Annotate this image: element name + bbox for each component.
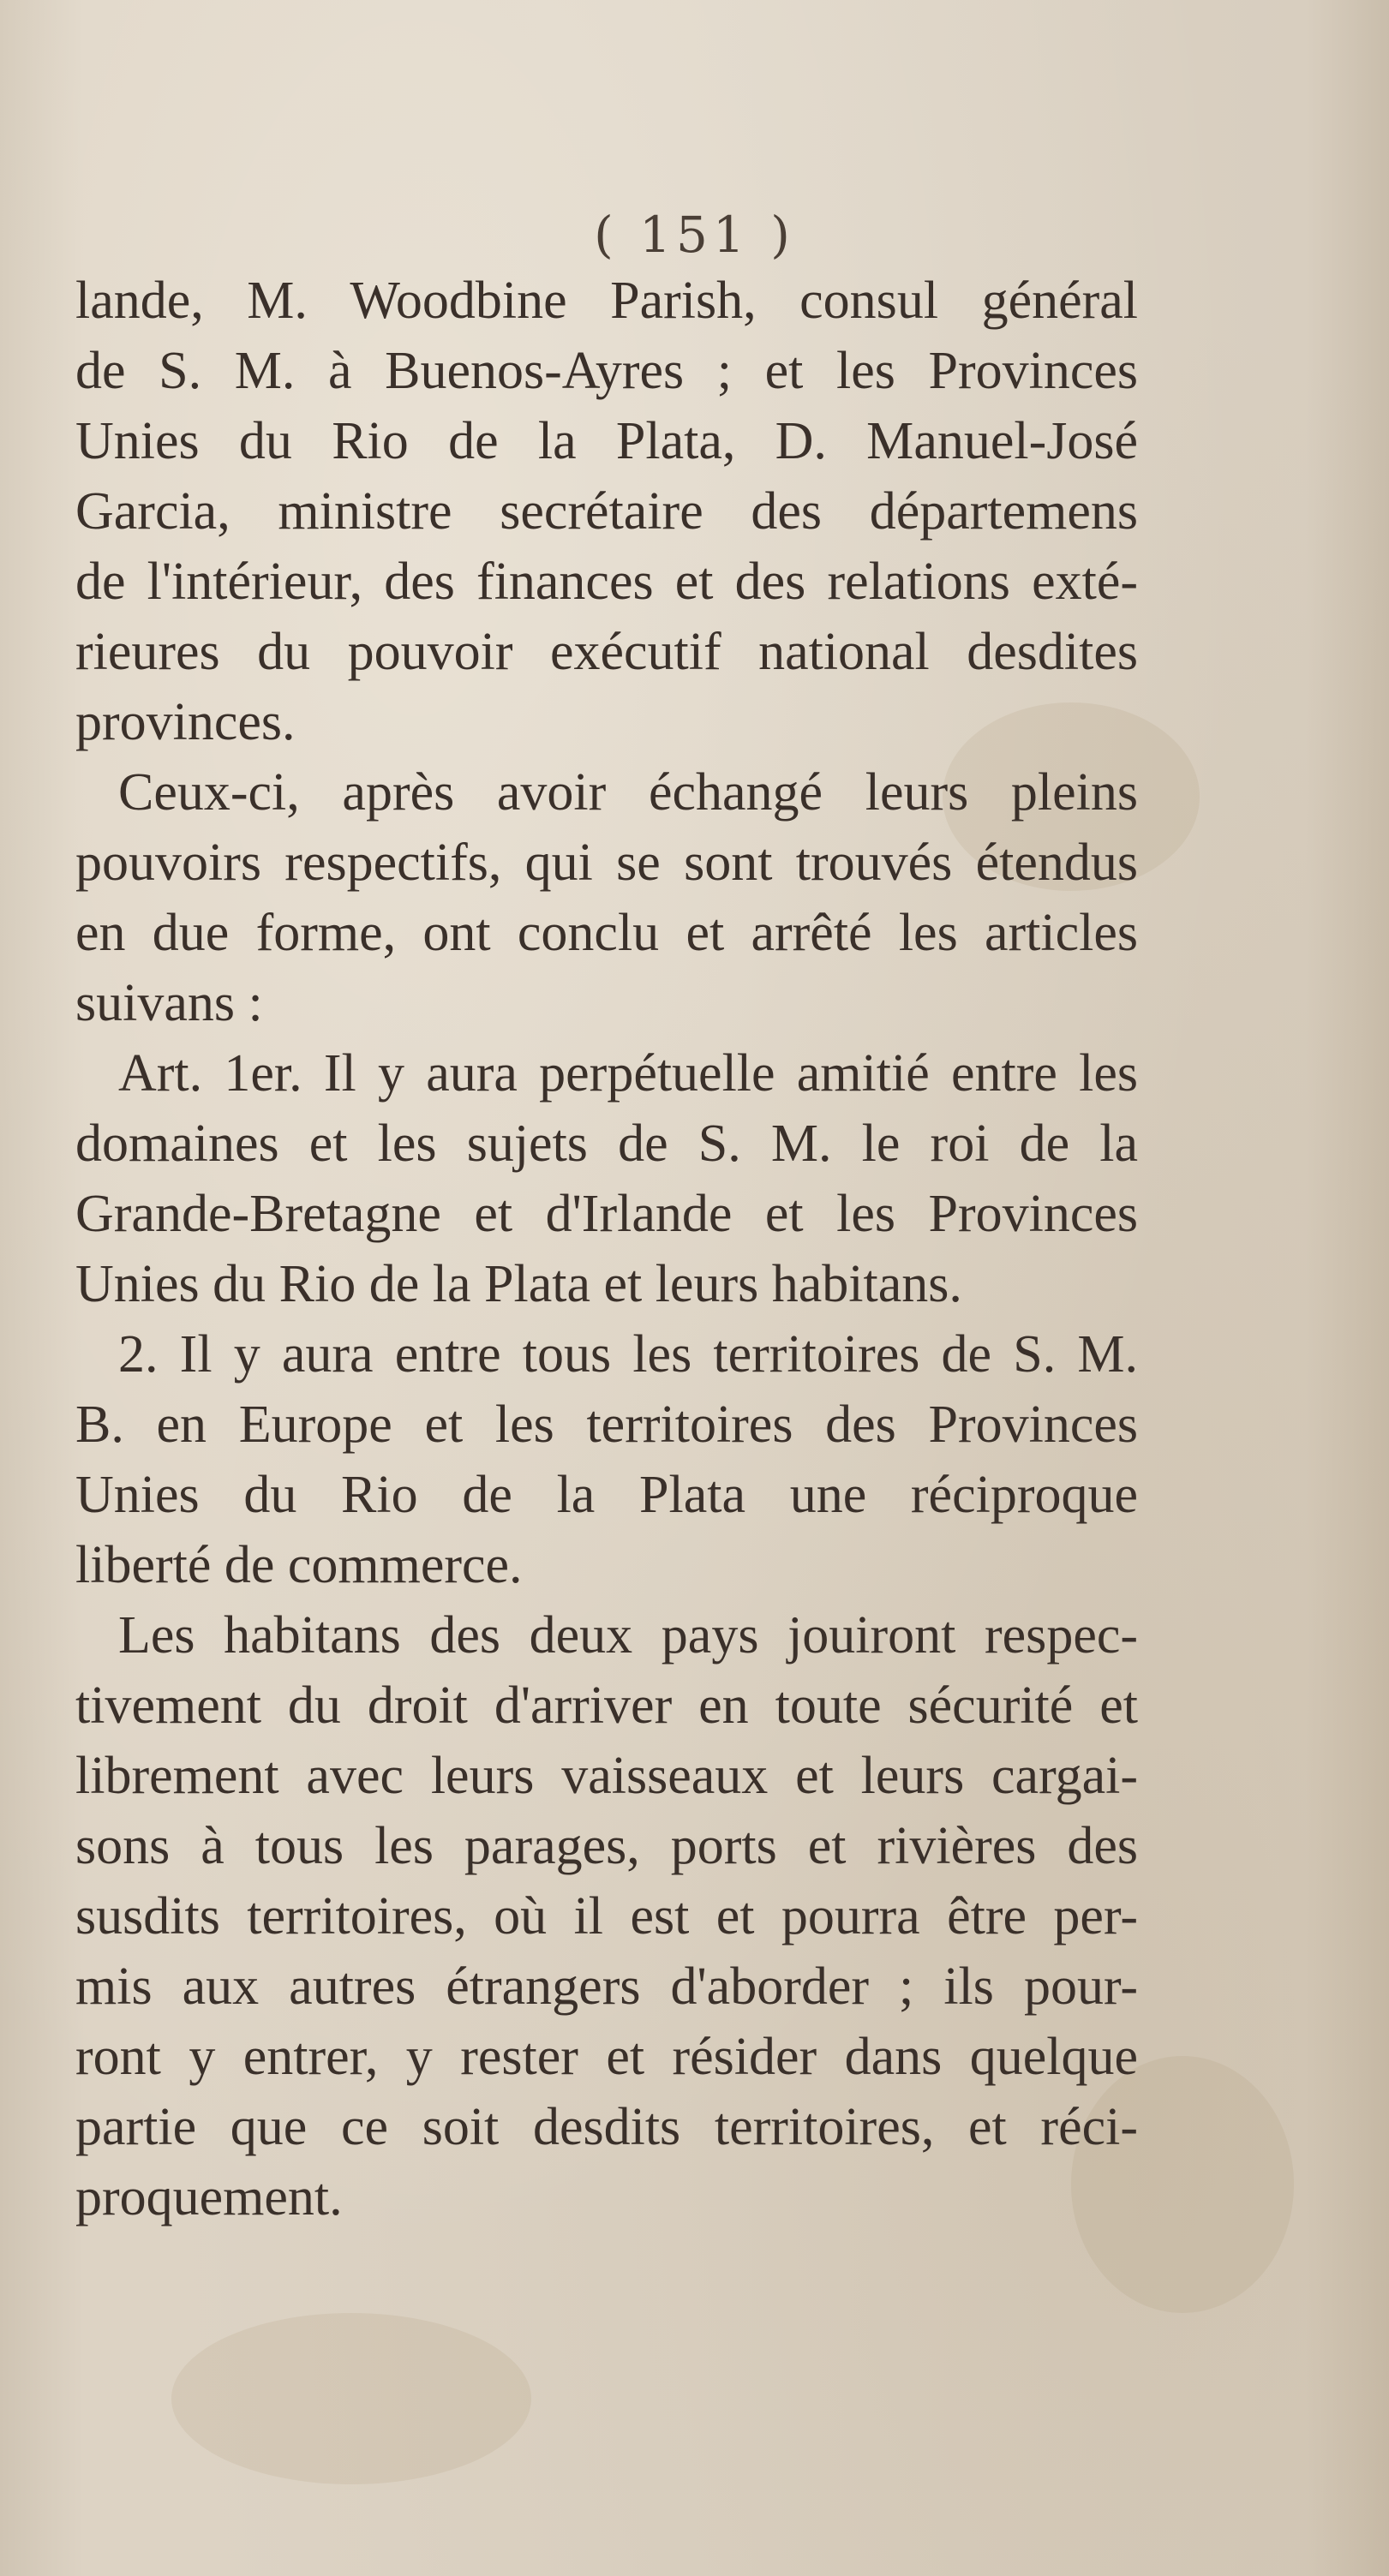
text-line: Art. 1er. Il y aura perpétuelle amitié entre les <box>118 1044 1138 1103</box>
text-line: de S. M. à Buenos-Ayres ; et les Provinces <box>75 342 1138 400</box>
page-number: ( 151 ) <box>594 206 795 264</box>
body-text <box>75 266 1138 2232</box>
text-line: proquement. <box>75 2168 343 2226</box>
text-line: Garcia, ministre secrétaire des départemens <box>75 482 1138 541</box>
text-line: lande, M. Woodbine Parish, consul général <box>75 272 1138 330</box>
text-line: librement avec leurs vaisseaux et leurs cargai- <box>75 1747 1138 1805</box>
text-line: B. en Europe et les territoires des Provinces <box>75 1396 1138 1454</box>
text-line: sons à tous les parages, ports et rivières des <box>75 1817 1138 1875</box>
text-line: ront y entrer, y rester et résider dans quelque <box>75 2028 1138 2086</box>
text-line: rieures du pouvoir exécutif national desdites <box>75 623 1138 681</box>
text-line: provinces. <box>75 693 296 751</box>
text-line: tivement du droit d'arriver en toute sécurité et <box>75 1676 1138 1735</box>
text-line: susdits territoires, où il est et pourra être per- <box>75 1887 1138 1945</box>
paper-stain <box>171 2313 531 2484</box>
text-line: Unies du Rio de la Plata et leurs habitans. <box>75 1255 962 1313</box>
text-line: Ceux-ci, après avoir échangé leurs pleins <box>118 763 1138 822</box>
text-line: partie que ce soit desdits territoires, et réci- <box>75 2098 1138 2156</box>
text-line: liberté de commerce. <box>75 1536 523 1594</box>
text-line: Grande-Bretagne et d'Irlande et les Provinces <box>75 1185 1138 1243</box>
text-line: de l'intérieur, des finances et des relations exté- <box>75 553 1138 611</box>
text-line: suivans : <box>75 974 263 1032</box>
text-line: mis aux autres étrangers d'aborder ; ils pour- <box>75 1957 1138 2016</box>
text-line: 2. Il y aura entre tous les territoires de S. M. <box>118 1325 1138 1384</box>
text-line: pouvoirs respectifs, qui se sont trouvés étendus <box>75 834 1138 892</box>
text-line: Unies du Rio de la Plata une réciproque <box>75 1466 1138 1524</box>
text-line: en due forme, ont conclu et arrêté les articles <box>75 904 1138 962</box>
text-line: Les habitans des deux pays jouiront respec- <box>118 1606 1138 1665</box>
text-line: Unies du Rio de la Plata, D. Manuel-José <box>75 412 1138 470</box>
text-line: domaines et les sujets de S. M. le roi de la <box>75 1115 1138 1173</box>
